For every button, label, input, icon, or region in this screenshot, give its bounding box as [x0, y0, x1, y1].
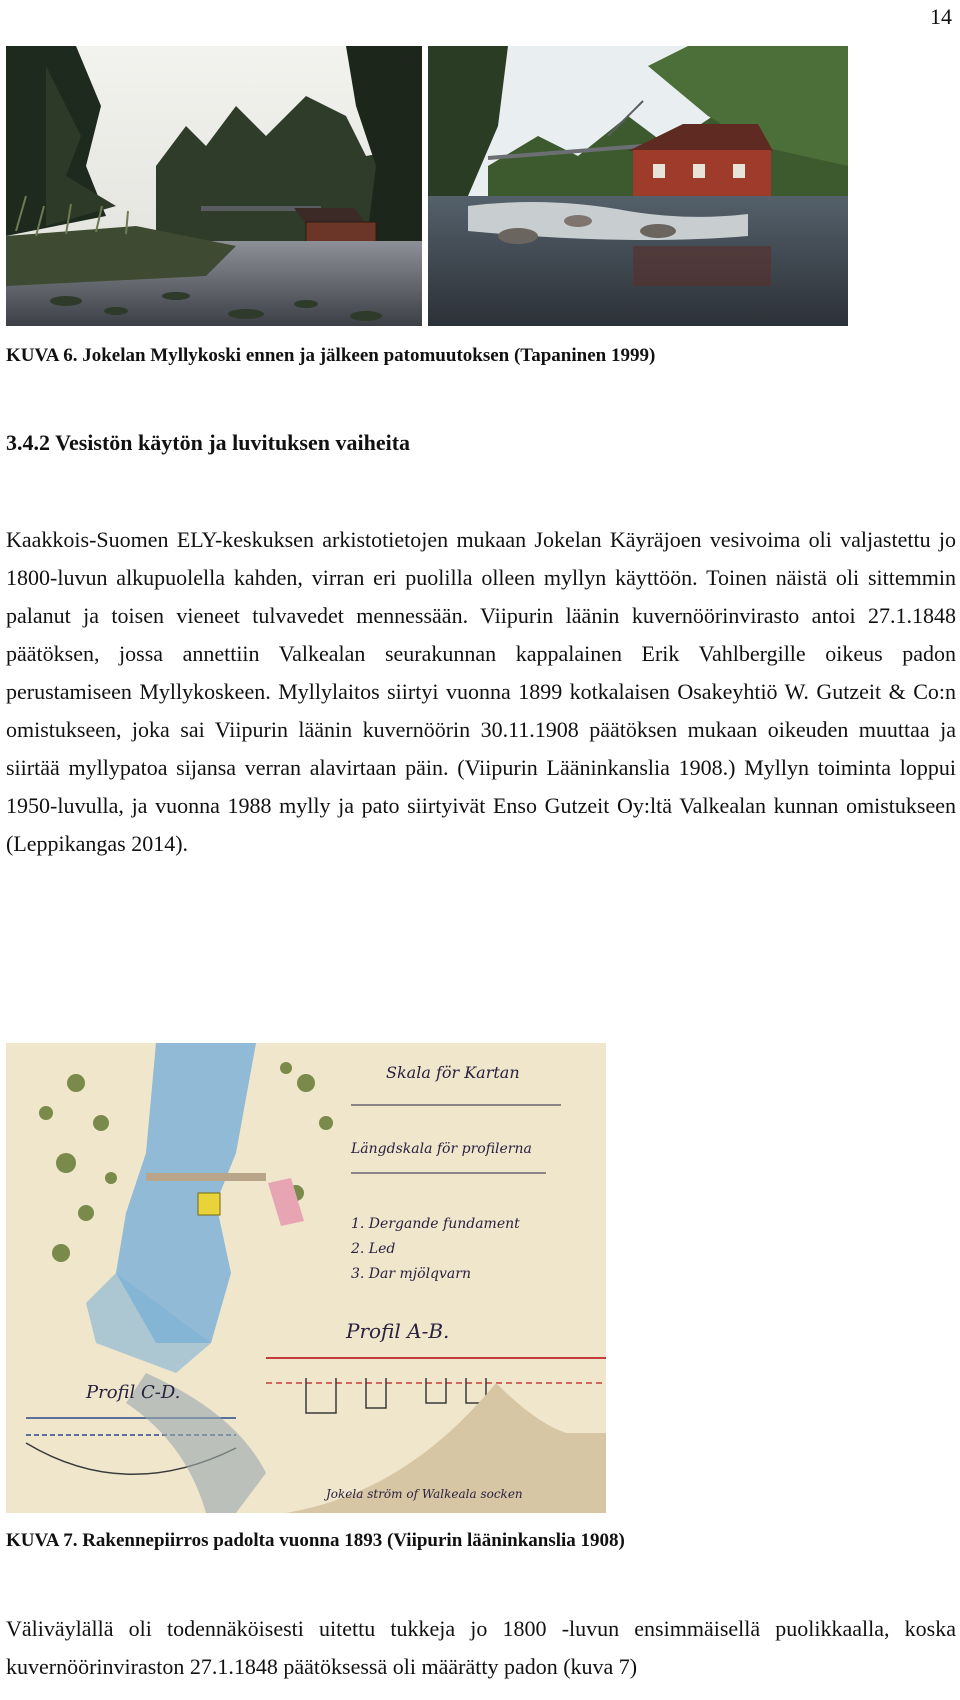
profile-ab-label: Profil A-B. — [346, 1319, 450, 1343]
scale-note: Skala för Kartan — [386, 1063, 520, 1082]
photo-mill-before — [6, 46, 422, 326]
profile-cd-label: Profil C-D. — [86, 1382, 181, 1403]
figure7-caption: KUVA 7. Rakennepiirros padolta vuonna 1893 (Viipurin lääninkanslia 1908) — [6, 1530, 625, 1551]
profile-scale-note: Längdskala för profilerna — [351, 1141, 532, 1157]
dam-construction-drawing — [6, 1043, 606, 1513]
drawing-footnote: Jokela ström of Walkeala socken — [326, 1487, 523, 1501]
legend-item-2: 2. Led — [351, 1241, 396, 1257]
section-heading: 3.4.2 Vesistön käytön ja luvituksen vaiheita — [6, 430, 411, 455]
body-paragraph: Väliväylällä oli todennäköisesti uitettu tukkeja jo 1800 -luvun ensimmäisellä puolikkaalla, koska kuvernöörinviraston 27.1.1848 päätöksessä oli määrätty padon (kuva 7) — [6, 1616, 956, 1679]
body-paragraph: Kaakkois-Suomen ELY-keskuksen arkistotietojen mukaan Jokelan Käyräjoen vesivoima oli valjastettu jo 1800-luvun alkupuolella kahden, virran eri puolilla olleen myllyn käyttöön. Toinen näistä oli sittemmin palanut ja toisen vieneet tulvavedet mennessään. Viipurin läänin kuvernöörinvirasto antoi 27.1.1848 päätöksen, jossa annettiin Valkealan seurakunnan kappalainen Erik Vahlbergille oikeus padon perustamiseen Myllykoskeen. Myllylaitos siirtyi vuonna 1899 kotkalaisen Osakeyhtiö W. Gutzeit & Co:n omistukseen, joka sai Viipurin läänin kuvernöörin 30.11.1908 päätöksen mukaan oikeuden muuttaa ja siirtää myllypatoa sijansa verran alavirtaan päin. (Viipurin Lääninkanslia 1908.) Myllyn toiminta loppui 1950-luvulla, ja vuonna 1988 mylly ja pato siirtyivät Enso Gutzeit Oy:ltä Valkealan kunnan omistukseen (Leppikangas 2014). — [6, 527, 956, 856]
photo-number-marker: 1 — [404, 53, 411, 67]
legend-item-1: 1. Dergande fundament — [351, 1216, 520, 1232]
legend-item-3: 3. Dar mjölqvarn — [351, 1266, 471, 1282]
page-number: 14 — [930, 4, 952, 29]
figure6-caption: KUVA 6. Jokelan Myllykoski ennen ja jälkeen patomuutoksen (Tapaninen 1999) — [6, 345, 656, 366]
photo-mill-after — [428, 46, 848, 326]
